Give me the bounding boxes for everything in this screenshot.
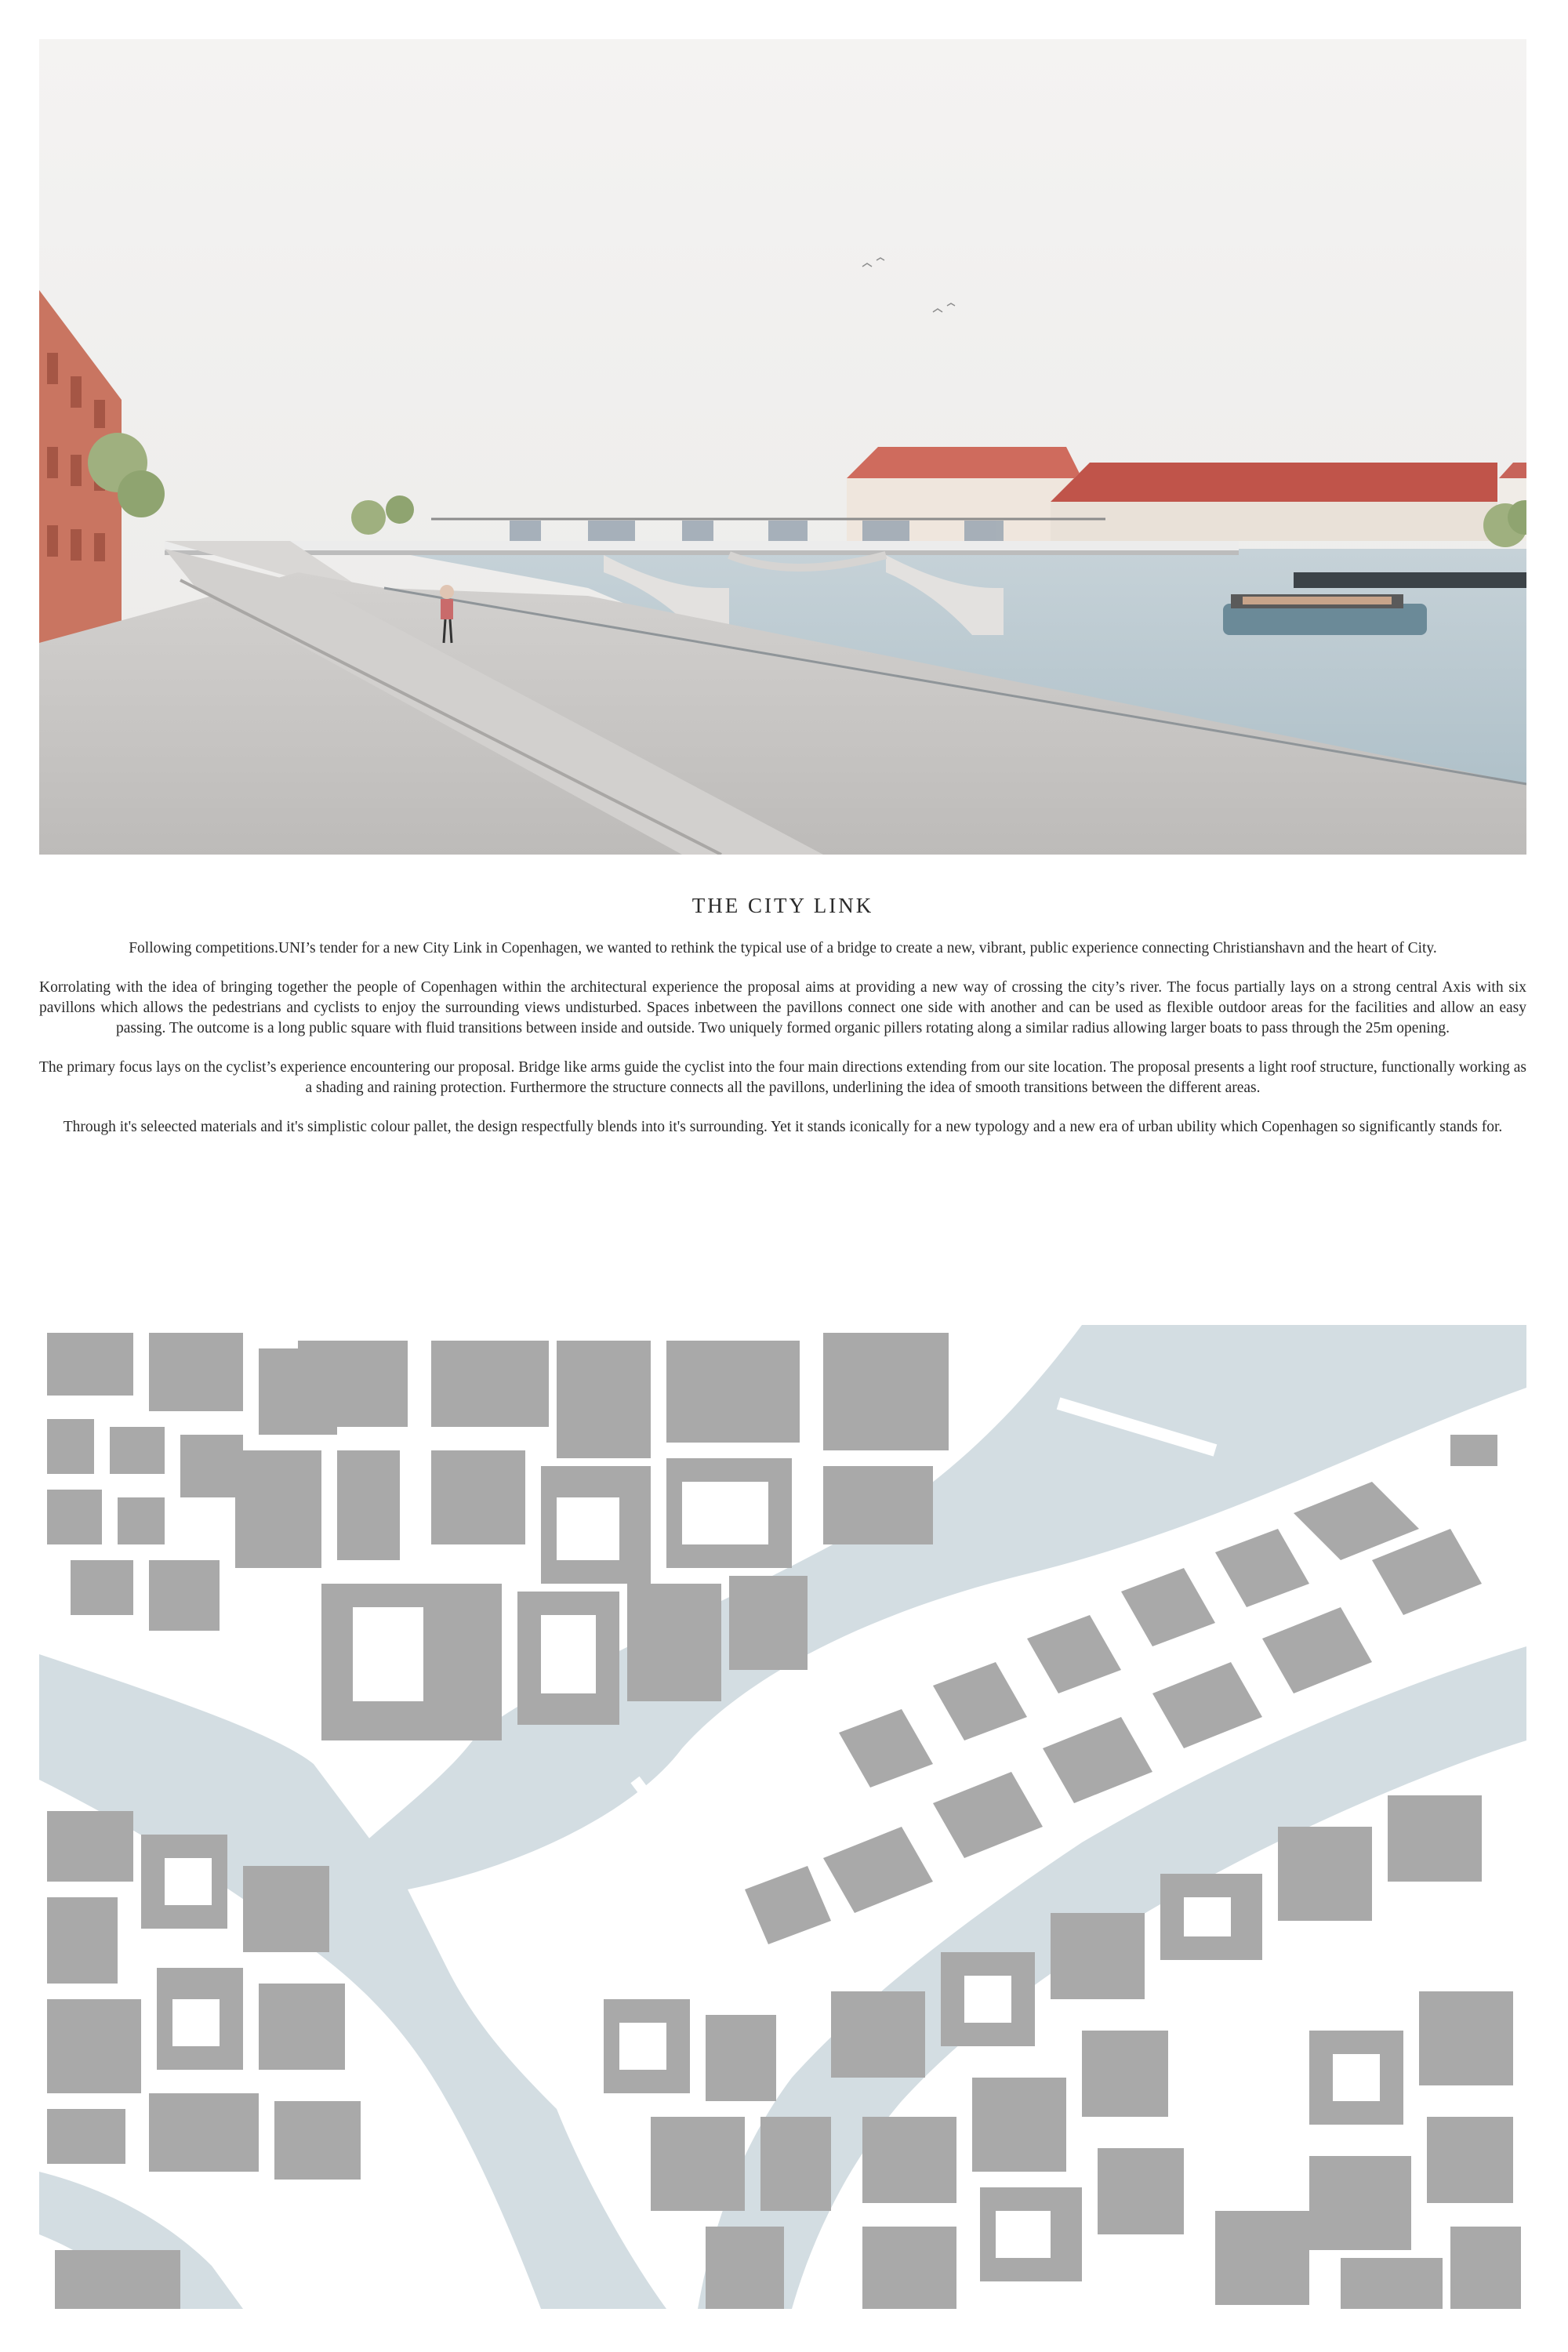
figure-ground-map: [39, 1325, 1526, 2309]
paragraph-concept: Korrolating with the idea of bringing together the people of Copenhagen within the architectural experience the proposal aims at providing a new way of crossing the city’s river. The focus partially lays on a strong central Axis with six pavillons which allows the pedestrians and cyclists to enjoy the surrounding views undisturbed. Spaces inbetween the pavillons connect one side with another and can be used as flexible outdoor areas for the facilities and allow an easy passing. The outcome is a long public square with fluid transitions between inside and outside. Two uniquely formed organic pillers rotating along a similar radius allowing larger boats to pass through the 25m opening.: [39, 979, 1526, 1036]
paragraph-intro: Following competitions.UNI’s tender for a new City Link in Copenhagen, we wanted to rethink the typical use of a bridge to create a new, vibrant, public experience connecting Christianshavn and the heart of City.: [129, 940, 1437, 956]
project-description: [39, 894, 1526, 1156]
paragraph-materials: Through it's seleected materials and it's simplistic colour pallet, the design respectfully blends into it's surrounding. Yet it stands iconically for a new typology and a new era of urban ubility which Copenhagen so significantly stands for.: [63, 1119, 1503, 1135]
paragraph-cyclist: The primary focus lays on the cyclist’s experience encountering our proposal. Bridge like arms guide the cyclist into the four main directions extending from our site location. The proposal presents a light roof structure, functionally working as a shading and raining protection. Furthermore the structure connects all the pavillons, underlining the idea of smooth transitions between the different areas.: [39, 1059, 1526, 1096]
page-title: THE CITY LINK: [691, 894, 874, 917]
rendering-svg: [39, 39, 1526, 855]
map-svg: [39, 1325, 1526, 2309]
bridge-rendering-image: [39, 39, 1526, 855]
